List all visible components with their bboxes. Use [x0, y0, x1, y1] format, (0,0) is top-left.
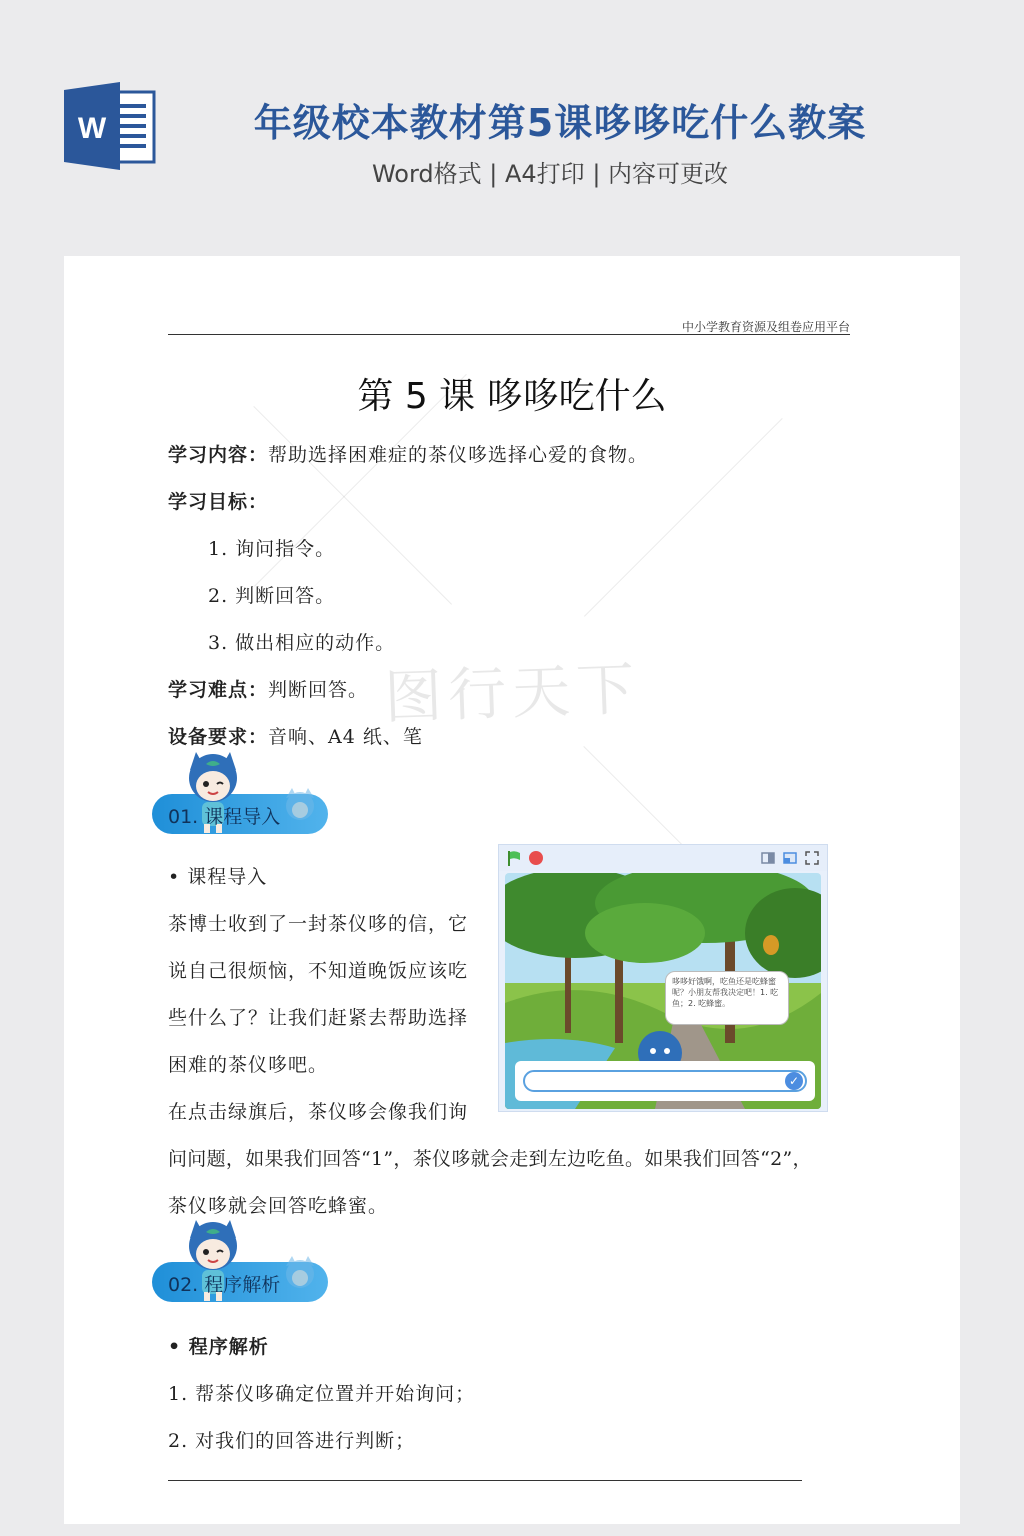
section-1-line: 在点击绿旗后，茶仪哆会像我们询 — [168, 1101, 469, 1123]
section-1-line: 问问题，如果我们回答“1”，茶仪哆就会走到左边吃鱼。如果我们回答“2”， — [168, 1148, 812, 1170]
scratch-stage-screenshot — [498, 844, 828, 1112]
mascot-icon — [280, 1254, 320, 1298]
header-rule — [168, 334, 850, 335]
section-1-line: 些什么了？让我们赶紧去帮助选择 — [168, 1007, 469, 1029]
document-page — [64, 256, 960, 1524]
equipment-text: 音响、A4 纸、笔 — [268, 726, 423, 748]
header-text: 中小学教育资源及组卷应用平台 — [681, 320, 850, 334]
green-flag-icon — [505, 849, 523, 867]
fullscreen-icon — [805, 851, 819, 865]
section-1-line: 茶博士收到了一封茶仪哆的信，它 — [168, 913, 469, 935]
banner-title: 年级校本教材第5课哆哆吃什么教案 — [253, 101, 867, 145]
section-1-line: 困难的茶仪哆吧。 — [168, 1054, 329, 1076]
watermark: 图行天下 — [383, 654, 642, 732]
footer-rule — [168, 1480, 802, 1481]
answer-submit-button[interactable]: ✓ — [785, 1072, 803, 1090]
section-2-item: 1. 帮茶仪哆确定位置并开始询问； — [168, 1383, 476, 1405]
watermark-line — [253, 406, 452, 605]
stage-toolbar — [499, 845, 827, 871]
mascot-icon — [280, 786, 320, 830]
goal-item: 2. 判断回答。 — [208, 585, 336, 607]
equipment-requirements — [168, 722, 423, 749]
learning-content-text: 帮助选择困难症的茶仪哆选择心爱的食物。 — [268, 444, 649, 466]
section-2-bullet — [168, 1332, 269, 1359]
section-2-item: 2. 对我们的回答进行判断； — [168, 1430, 416, 1452]
section-2-bullet-text: • 程序解析 — [168, 1336, 269, 1358]
section-2-banner — [152, 1224, 332, 1304]
section-1-line: 茶仪哆就会回答吃蜂蜜。 — [168, 1195, 389, 1217]
answer-input[interactable] — [523, 1070, 807, 1092]
goal-item: 1. 询问指令。 — [208, 538, 336, 560]
small-stage-icon — [761, 851, 775, 865]
section-1-bullet: • 课程导入 — [168, 866, 268, 888]
learning-difficulty — [168, 675, 368, 702]
learning-content-label: 学习内容： — [168, 444, 269, 466]
section-2-label: 02. 程序解析 — [168, 1274, 281, 1296]
stage-scene — [505, 873, 821, 1109]
difficulty-text: 判断回答。 — [268, 679, 369, 701]
section-1-label: 01. 课程导入 — [168, 806, 281, 828]
goal-item: 3. 做出相应的动作。 — [208, 632, 396, 654]
difficulty-label: 学习难点： — [168, 679, 269, 701]
stop-icon — [527, 849, 545, 867]
speech-bubble: 哆哆好饿啊，吃鱼还是吃蜂蜜呢？小朋友帮我决定吧！1. 吃鱼；2. 吃蜂蜜。 — [665, 971, 789, 1025]
learning-content — [168, 440, 648, 467]
learning-goals-heading: 学习目标： — [168, 491, 269, 513]
learning-goals-label — [168, 487, 268, 514]
word-logo-icon — [64, 82, 156, 170]
equipment-label: 设备要求： — [168, 726, 269, 748]
section-1-banner — [152, 756, 332, 836]
banner-subtitle: Word格式 | A4打印 | 内容可更改 — [371, 160, 729, 188]
word-logo-letter: W — [77, 112, 107, 145]
document-title: 第 5 课 哆哆吃什么 — [357, 376, 667, 417]
answer-box — [515, 1061, 815, 1101]
section-1-line: 说自己很烦恼，不知道晚饭应该吃 — [168, 960, 469, 982]
large-stage-icon — [783, 851, 797, 865]
